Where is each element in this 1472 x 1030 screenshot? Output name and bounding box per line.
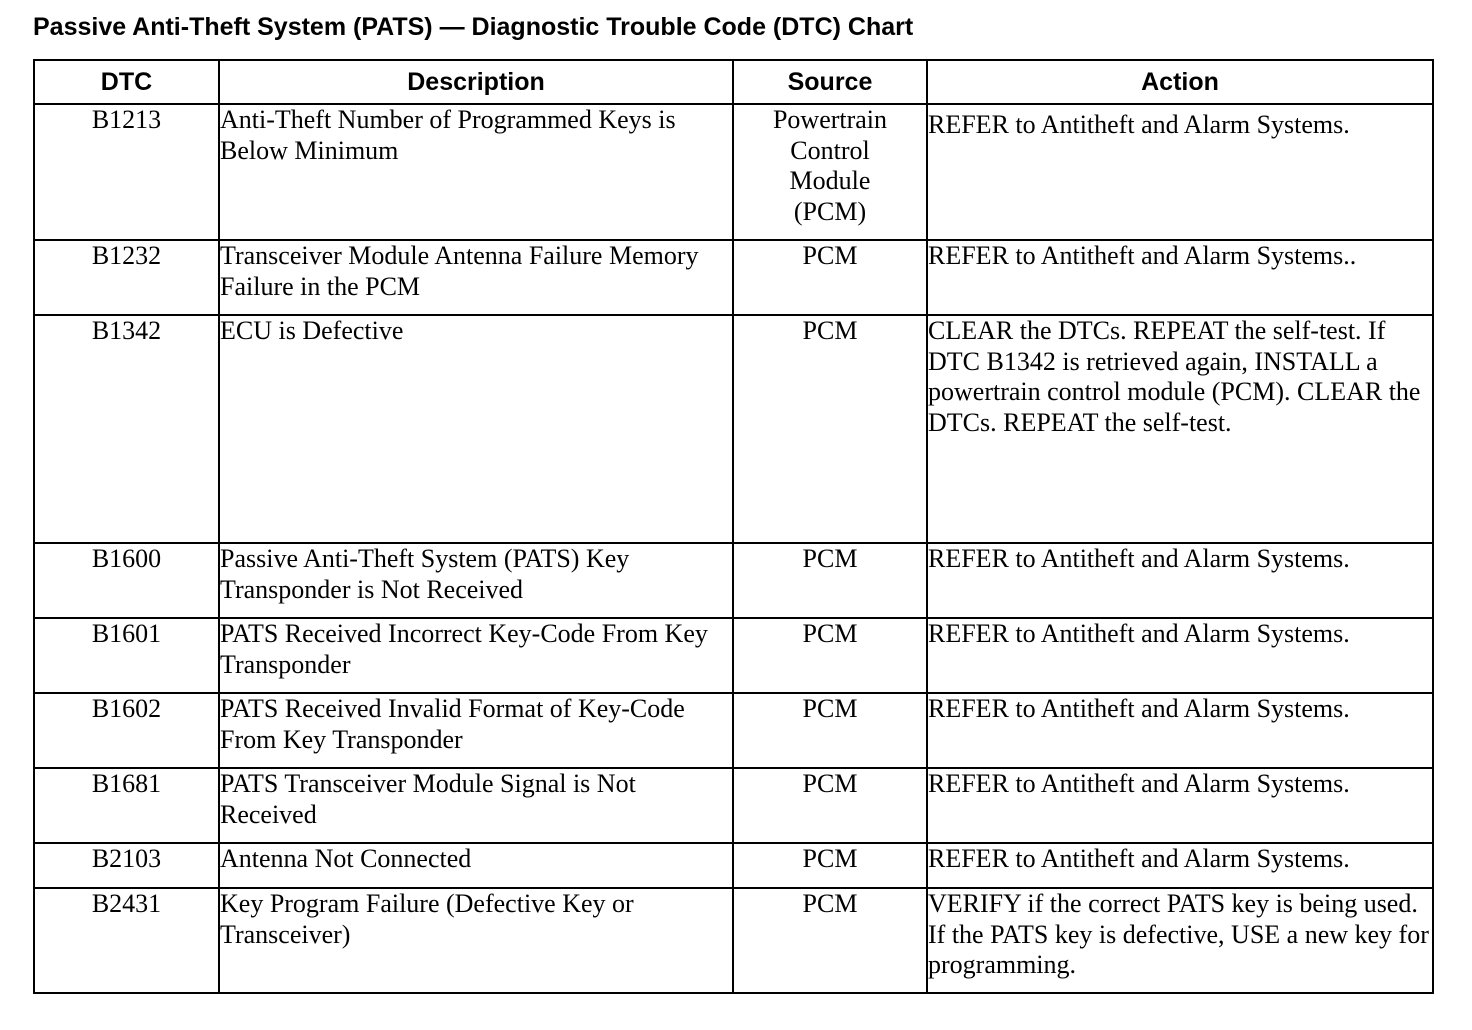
description-cell: Key Program Failure (Defective Key or Transceiver): [219, 888, 733, 993]
page-title: Passive Anti-Theft System (PATS) — Diagnostic Trouble Code (DTC) Chart: [33, 13, 914, 41]
source-line: Powertrain: [772, 105, 888, 134]
source-line: PCM: [802, 844, 858, 873]
dtc-code-cell: B1600: [34, 543, 219, 618]
action-cell: REFER to Antitheft and Alarm Systems.: [927, 104, 1433, 240]
source-cell: [733, 888, 927, 993]
dtc-code-cell: B2431: [34, 888, 219, 993]
dtc-code-cell: B1601: [34, 618, 219, 693]
source-cell: [733, 104, 927, 240]
table-row: [34, 240, 1433, 315]
dtc-code-cell: B1213: [34, 104, 219, 240]
description-cell: ECU is Defective: [219, 315, 733, 543]
action-cell: REFER to Antitheft and Alarm Systems.: [927, 768, 1433, 843]
description-cell: PATS Received Invalid Format of Key-Code From Key Transponder: [219, 693, 733, 768]
description-cell: Anti-Theft Number of Programmed Keys is Below Minimum: [219, 104, 733, 240]
dtc-code-cell: B1232: [34, 240, 219, 315]
table-header-row: [34, 60, 1433, 104]
dtc-code-cell: B1342: [34, 315, 219, 543]
source-line: PCM: [802, 241, 858, 270]
source-line: Module: [789, 166, 871, 195]
action-cell: REFER to Antitheft and Alarm Systems.: [927, 693, 1433, 768]
header-source: Source: [733, 60, 927, 104]
source-cell: [733, 843, 927, 888]
source-cell: [733, 240, 927, 315]
source-line: (PCM): [793, 196, 867, 226]
description-cell: PATS Transceiver Module Signal is Not Received: [219, 768, 733, 843]
table-row: [34, 315, 1433, 543]
action-cell: REFER to Antitheft and Alarm Systems..: [927, 240, 1433, 315]
action-cell: REFER to Antitheft and Alarm Systems.: [927, 618, 1433, 693]
header-description: Description: [219, 60, 733, 104]
dtc-chart-table: [33, 59, 1434, 994]
source-line: PCM: [802, 316, 858, 345]
source-line: PCM: [802, 694, 858, 723]
header-dtc: DTC: [34, 60, 219, 104]
source-line: PCM: [802, 544, 858, 573]
source-line: PCM: [802, 889, 858, 918]
table-row: [34, 888, 1433, 993]
table-row: [34, 104, 1433, 240]
action-cell: CLEAR the DTCs. REPEAT the self-test. If DTC B1342 is retrieved again, INSTALL a powertrain control module (PCM). CLEAR the DTCs. REPEAT the self-test.: [927, 315, 1433, 543]
action-cell: REFER to Antitheft and Alarm Systems.: [927, 543, 1433, 618]
description-cell: Passive Anti-Theft System (PATS) Key Transponder is Not Received: [219, 543, 733, 618]
source-cell: [733, 693, 927, 768]
table-row: [34, 843, 1433, 888]
table-row: [34, 543, 1433, 618]
action-cell: REFER to Antitheft and Alarm Systems.: [927, 843, 1433, 888]
description-cell: Antenna Not Connected: [219, 843, 733, 888]
source-cell: [733, 618, 927, 693]
dtc-code-cell: B1681: [34, 768, 219, 843]
description-cell: Transceiver Module Antenna Failure Memory Failure in the PCM: [219, 240, 733, 315]
dtc-code-cell: B1602: [34, 693, 219, 768]
description-cell: PATS Received Incorrect Key-Code From Key Transponder: [219, 618, 733, 693]
source-cell: [733, 543, 927, 618]
source-line: PCM: [802, 619, 858, 648]
table-row: [34, 693, 1433, 768]
table-row: [34, 618, 1433, 693]
header-action: Action: [927, 60, 1433, 104]
source-line: Control: [790, 135, 870, 165]
table-row: [34, 768, 1433, 843]
action-cell: VERIFY if the correct PATS key is being used. If the PATS key is defective, USE a new key for programming.: [927, 888, 1433, 993]
dtc-code-cell: B2103: [34, 843, 219, 888]
source-cell: [733, 768, 927, 843]
source-line: PCM: [802, 769, 858, 798]
source-cell: [733, 315, 927, 543]
